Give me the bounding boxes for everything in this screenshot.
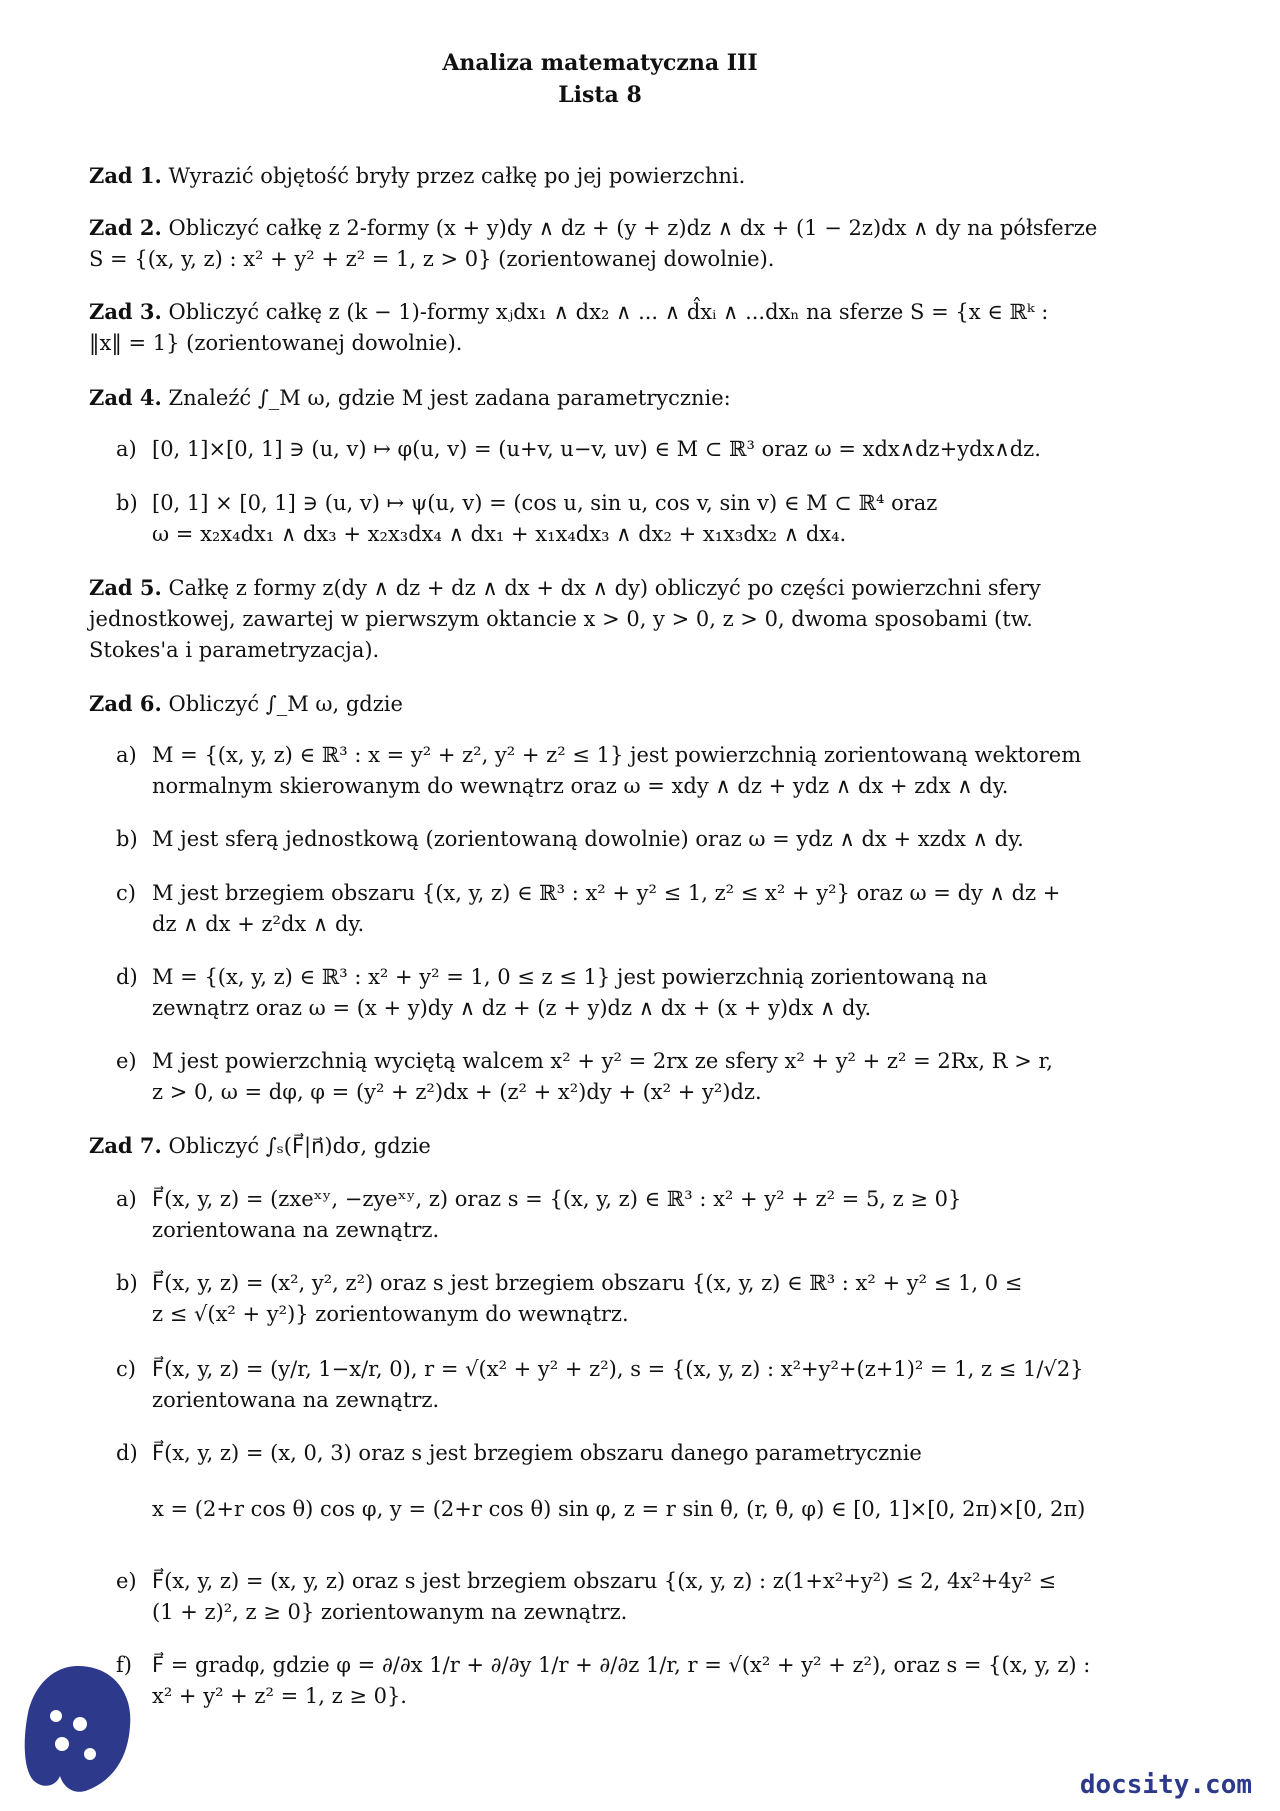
part-text-line: F⃗ = gradφ, gdzie φ = ∂/∂x 1/r + ∂/∂y 1/r + ∂/∂z 1/r, r = √(x² + y² + z²), oraz s = {(x, y, z) : [152,1653,1091,1677]
part-text-line: M jest brzegiem obszaru {(x, y, z) ∈ ℝ³ : x² + y² ≤ 1, z² ≤ x² + y²} oraz ω = dy ∧ dz + [152,881,1061,905]
part-label: a) [116,743,137,767]
part-text-line: F⃗(x, y, z) = (x, 0, 3) oraz s jest brzegiem obszaru danego parametrycznie [152,1441,922,1465]
part-text-line: [0, 1] × [0, 1] ∋ (u, v) ↦ ψ(u, v) = (cos u, sin u, cos v, sin v) ∈ M ⊂ ℝ⁴ oraz [152,491,938,515]
part-label: d) [116,965,138,989]
part-text-line: M jest powierzchnią wyciętą walcem x² + y² = 2rx ze sfery x² + y² + z² = 2Rx, R > r, [152,1049,1053,1073]
list-title: Lista 8 [558,82,642,108]
problem-text-line: Całkę z formy z(dy ∧ dz + dz ∧ dx + dx ∧ dy) obliczyć po części powierzchni sfery [168,576,1041,600]
problem-text-line: Obliczyć całkę z (k − 1)-formy xⱼdx₁ ∧ dx₂ ∧ ... ∧ d̂xᵢ ∧ ...dxₙ na sferze S = {x ∈ ℝᵏ : [168,300,1049,324]
part-text-line: zorientowana na zewnątrz. [152,1218,440,1242]
problem-text: Znaleźć ∫_M ω, gdzie M jest zadana parametrycznie: [168,386,731,410]
part-text-line: F⃗(x, y, z) = (zxeˣʸ, −zyeˣʸ, z) oraz s = {(x, y, z) ∈ ℝ³ : x² + y² + z² = 5, z ≥ 0} [152,1187,962,1211]
part-text-line: zewnątrz oraz ω = (x + y)dy ∧ dz + (z + y)dz ∧ dx + (x + y)dx ∧ dy. [152,996,872,1020]
part-text-line: F⃗(x, y, z) = (y/r, 1−x/r, 0), r = √(x² + y² + z²), s = {(x, y, z) : x²+y²+(z+1)² = 1, z ≤ 1/√2} [152,1357,1084,1381]
course-title: Analiza matematyczna III [442,50,758,76]
problem-label: Zad 6. [89,691,162,716]
problem-1 [89,160,1119,192]
part-text-line: M = {(x, y, z) ∈ ℝ³ : x² + y² = 1, 0 ≤ z ≤ 1} jest powierzchnią zorientowaną na [152,965,988,989]
problem-text-line: Obliczyć całkę z 2-formy (x + y)dy ∧ dz + (y + z)dz ∧ dx + (1 − 2z)dx ∧ dy na półsferze [168,216,1098,240]
problem-7 [89,1130,1119,1162]
part-label: b) [116,1271,138,1295]
problem-text-line: S = {(x, y, z) : x² + y² + z² = 1, z > 0} (zorientowanej dowolnie). [89,247,775,271]
problem-7-part-b [116,1268,1120,1326]
part-label: b) [116,827,138,851]
part-text-line: normalnym skierowanym do wewnątrz oraz ω = xdy ∧ dz + ydz ∧ dx + zdx ∧ dy. [152,774,1009,798]
part-label: a) [116,437,137,461]
problem-6-part-b [116,824,1120,855]
problem-7-part-c [116,1354,1120,1412]
part-label: e) [116,1569,137,1593]
docsity-logo-icon [18,1658,138,1798]
part-text-line: (1 + z)², z ≥ 0} zorientowanym na zewnątrz. [152,1600,628,1624]
problem-7-part-e [116,1566,1120,1624]
part-label: e) [116,1049,137,1073]
problem-text: Obliczyć ∫_M ω, gdzie [168,692,403,716]
problem-3 [89,296,1119,359]
problem-text: Wyrazić objętość bryły przez całkę po jej powierzchni. [168,164,746,188]
problem-label: Zad 7. [89,1133,162,1158]
problem-text-line: ‖x‖ = 1} (zorientowanej dowolnie). [89,331,463,355]
part-label: a) [116,1187,137,1211]
problem-7-part-d [116,1438,1120,1469]
problem-4 [89,382,1119,414]
part-text-line: zorientowana na zewnątrz. [152,1388,440,1412]
part-text-line: ω = x₂x₄dx₁ ∧ dx₃ + x₂x₃dx₄ ∧ dx₁ + x₁x₄dx₃ ∧ dx₂ + x₁x₃dx₂ ∧ dx₄. [152,522,847,546]
part-label: f) [116,1653,132,1677]
problem-6-part-c [116,878,1120,936]
part-text-line: z ≤ √(x² + y²)} zorientowanym do wewnątrz. [152,1302,629,1326]
part-text-line: F⃗(x, y, z) = (x, y, z) oraz s jest brzegiem obszaru {(x, y, z) : z(1+x²+y²) ≤ 2, 4x²+4y² ≤ [152,1569,1057,1593]
problem-text-line: Stokes'a i parametryzacja). [89,638,380,662]
problem-4-part-a [116,434,1120,465]
part-text-line: x² + y² + z² = 1, z ≥ 0}. [152,1684,407,1708]
problem-label: Zad 2. [89,215,162,240]
part-text-line: F⃗(x, y, z) = (x², y², z²) oraz s jest brzegiem obszaru {(x, y, z) ∈ ℝ³ : x² + y² ≤ 1, 0 ≤ [152,1271,1023,1295]
part-label: c) [116,881,136,905]
part-label: c) [116,1357,136,1381]
part-text-line: [0, 1]×[0, 1] ∋ (u, v) ↦ φ(u, v) = (u+v, u−v, uv) ∈ M ⊂ ℝ³ oraz ω = xdx∧dz+ydx∧dz. [152,437,1041,461]
part-text-line: dz ∧ dx + z²dx ∧ dy. [152,912,365,936]
problem-7-part-f [116,1650,1120,1708]
problem-text: Obliczyć ∫ₛ(F⃗|n⃗)dσ, gdzie [168,1134,431,1158]
problem-2 [89,212,1119,275]
part-label: d) [116,1441,138,1465]
problem-6 [89,688,1119,720]
problem-label: Zad 4. [89,385,162,410]
part-text-line: z > 0, ω = dφ, φ = (y² + z²)dx + (z² + x²)dy + (x² + y²)dz. [152,1080,762,1104]
problem-5 [89,572,1119,666]
problem-7-part-a [116,1184,1120,1242]
problem-6-part-e [116,1046,1120,1104]
problem-label: Zad 3. [89,299,162,324]
docsity-brand-link[interactable]: docsity.com [1079,1770,1252,1800]
problem-text-line: jednostkowej, zawartej w pierwszym oktancie x > 0, y > 0, z > 0, dwoma sposobami (tw. [89,607,1033,631]
problem-6-part-a [116,740,1120,798]
problem-6-part-d [116,962,1120,1020]
parametrization-formula: x = (2+r cos θ) cos φ, y = (2+r cos θ) sin φ, z = r sin θ, (r, θ, φ) ∈ [0, 1]×[0, 2π)×[0, 2π) [152,1497,1086,1521]
part-label: b) [116,491,138,515]
problem-label: Zad 1. [89,163,162,188]
problem-label: Zad 5. [89,575,162,600]
part-text-line: M jest sferą jednostkową (zorientowaną dowolnie) oraz ω = ydz ∧ dx + xzdx ∧ dy. [152,827,1024,851]
part-text-line: M = {(x, y, z) ∈ ℝ³ : x = y² + z², y² + z² ≤ 1} jest powierzchnią zorientowaną wektorem [152,743,1082,767]
problem-4-part-b [116,488,1120,546]
